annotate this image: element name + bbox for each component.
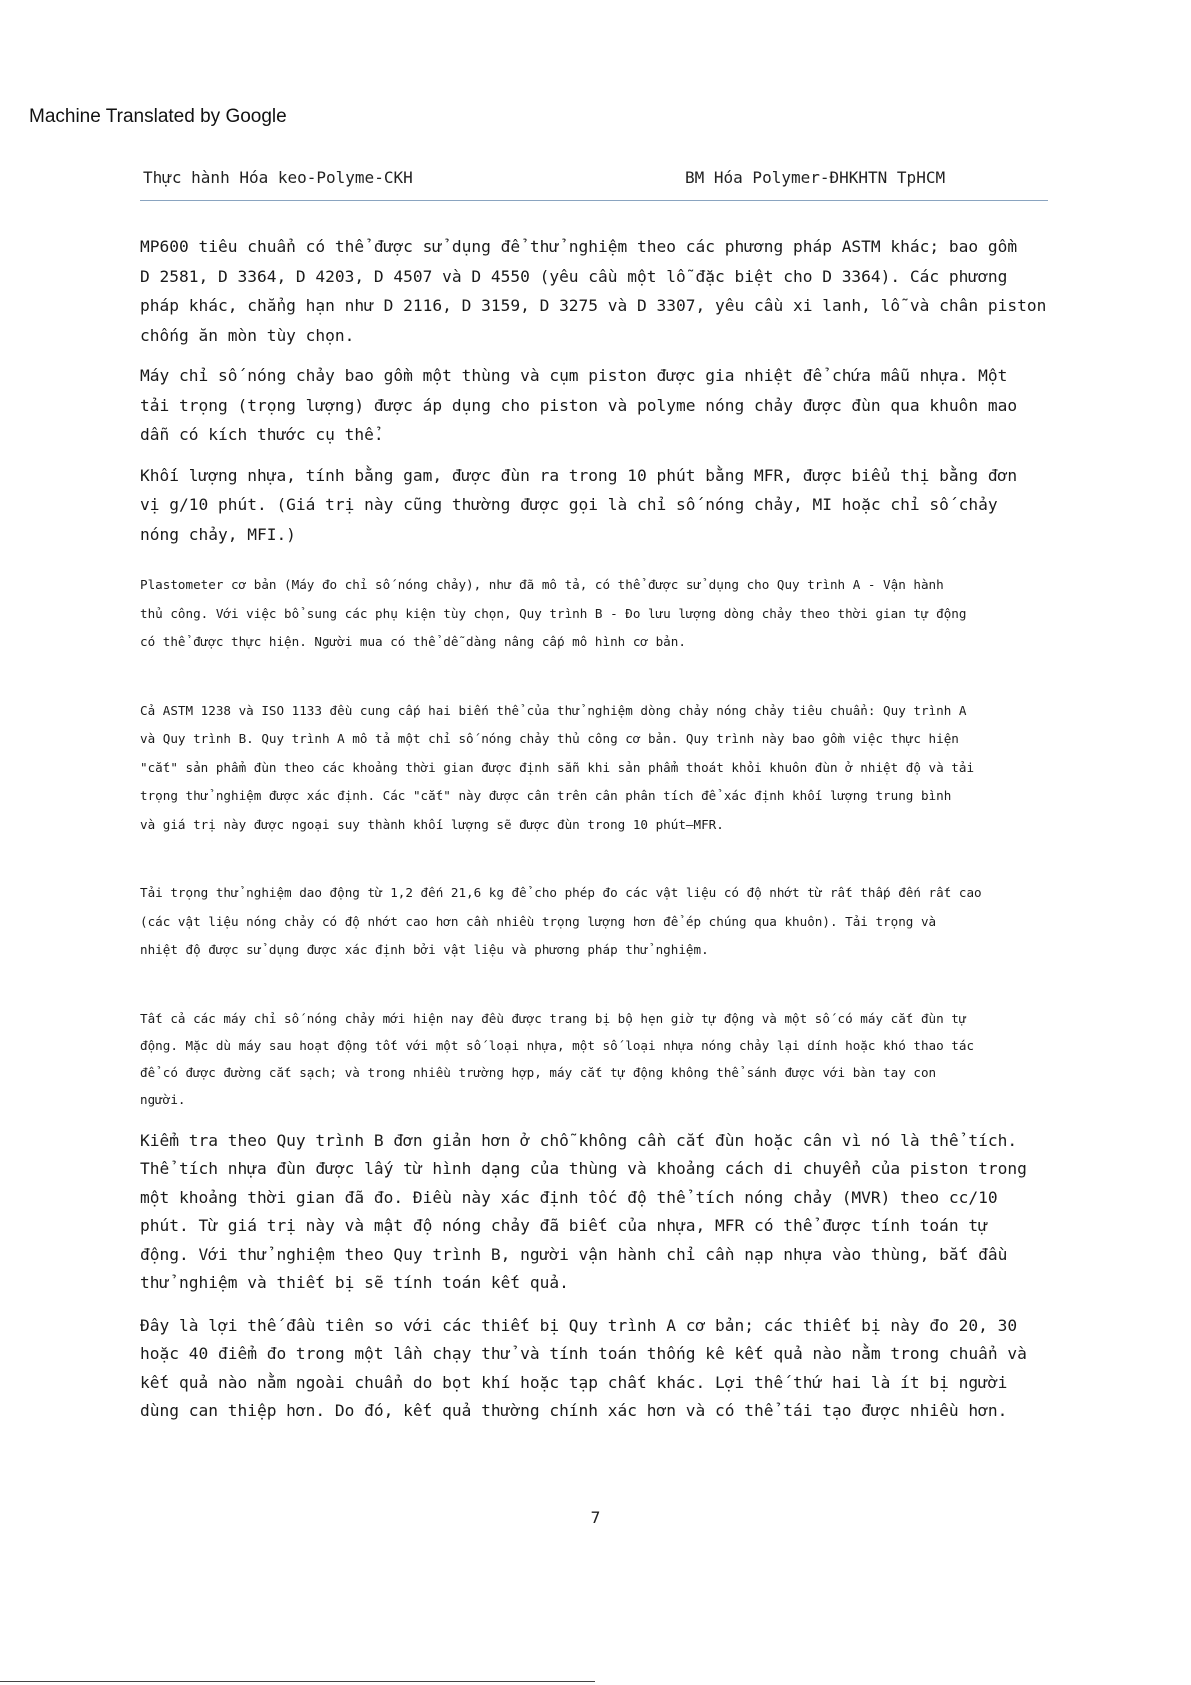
paragraph-timers-cutters: Tất cả các máy chỉ số nóng chảy mới hiện nay đều được trang bị bộ hẹn giờ tự động và một số có máy cắt đùn tự động. Mặc dù máy sau hoạt động tốt với một số loại nhựa, một số loại nhựa nóng chảy lại dính hoặc khó thao tác để có được đường cắt sạch; và trong nhiều trường hợp, máy cắt tự động không thể sánh được với bàn tay con người.: [140, 1010, 975, 1107]
paragraph-procedures: Cả ASTM 1238 và ISO 1133 đều cung cấp hai biến thể của thử nghiệm dòng chảy nóng chảy tiêu chuẩn: Quy trình A và Quy trình B. Quy trình A mô tả một chỉ số nóng chảy thủ công cơ bản. Quy trình này bao gồm việc thực hiện "cắt" sản phẩm đùn theo các khoảng thời gian được định sẵn khi sản phẩm thoát khỏi khuôn đùn ở nhiệt độ và tải trọng thử nghiệm được xác định. Các "cắt" này được cân trên cân phân tích để xác định khối lượng trung bình và giá trị này được ngoại suy thành khối lượng sẽ được đùn trong 10 phút—MFR.: [140, 702, 975, 832]
document-body: [140, 232, 1060, 1437]
paragraph-procedure-b: Kiểm tra theo Quy trình B đơn giản hơn ở chỗ không cần cắt đùn hoặc cân vì nó là thể tích. Thể tích nhựa đùn được lấy từ hình dạng của thùng và khoảng cách di chuyển của piston trong một khoảng thời gian đã đo. Điều này xác định tốc độ thể tích nóng chảy (MVR) theo cc/10 phút. Từ giá trị này và mật độ nóng chảy đã biết của nhựa, MFR có thể được tính toán tự động. Với thử nghiệm theo Quy trình B, người vận hành chỉ cần nạp nhựa vào thùng, bắt đầu thử nghiệm và thiết bị sẽ tính toán kết quả.: [140, 1130, 1027, 1292]
header-divider: [140, 200, 1048, 201]
footer-divider: [0, 1681, 595, 1682]
page-number: 7: [590, 1508, 601, 1527]
paragraph-advantages: Đây là lợi thế đầu tiên so với các thiết bị Quy trình A cơ bản; các thiết bị này đo 20, 30 hoặc 40 điểm đo trong một lần chạy thử và tính toán thống kê kết quả nào nằm trong chuẩn và kết quả nào nằm ngoài chuẩn do bọt khí hoặc tạp chất khác. Lợi thế thứ hai là ít bị người dùng can thiệp hơn. Do đó, kết quả thường chính xác hơn và có thể tái tạo được nhiều hơn.: [140, 1315, 1027, 1420]
paragraph-mfr-definition: Khối lượng nhựa, tính bằng gam, được đùn ra trong 10 phút bằng MFR, được biểu thị bằng đơn vị g/10 phút. (Giá trị này cũng thường được gọi là chỉ số nóng chảy, MI hoặc chỉ số chảy nóng chảy, MFI.): [140, 465, 1018, 544]
paragraph-test-loads: Tải trọng thử nghiệm dao động từ 1,2 đến 21,6 kg để cho phép đo các vật liệu có độ nhớt từ rất thấp đến rất cao (các vật liệu nóng chảy có độ nhớt cao hơn cần nhiều trọng lượng hơn để ép chúng qua khuôn). Tải trọng và nhiệt độ được sử dụng được xác định bởi vật liệu và phương pháp thử nghiệm.: [140, 885, 982, 957]
machine-translation-banner: Machine Translated by Google: [29, 106, 287, 127]
paragraph-melt-indexer: Máy chỉ số nóng chảy bao gồm một thùng và cụm piston được gia nhiệt để chứa mẫu nhựa. Một tải trọng (trọng lượng) được áp dụng cho piston và polyme nóng chảy được đùn qua khuôn mao dẫn có kích thước cụ thể.: [140, 366, 1018, 444]
header-course-title: Thực hành Hóa keo-Polyme-CKH: [143, 168, 413, 187]
header-department: BM Hóa Polymer-ĐHKHTN TpHCM: [685, 168, 946, 187]
paragraph-astm-methods: MP600 tiêu chuẩn có thể được sử dụng để thử nghiệm theo các phương pháp ASTM khác; bao gồm D 2581, D 3364, D 4203, D 4507 và D 4550 (yêu cầu một lỗ đặc biệt cho D 3364). Các phương pháp khác, chẳng hạn như D 2116, D 3159, D 3275 và D 3307, yêu cầu xi lanh, lỗ và chân piston chống ăn mòn tùy chọn.: [140, 237, 1047, 345]
paragraph-plastometer: Plastometer cơ bản (Máy đo chỉ số nóng chảy), như đã mô tả, có thể được sử dụng cho Quy trình A - Vận hành thủ công. Với việc bổ sung các phụ kiện tùy chọn, Quy trình B - Đo lưu lượng dòng chảy theo thời gian tự động có thể được thực hiện. Người mua có thể dễ dàng nâng cấp mô hình cơ bản.: [140, 577, 967, 649]
